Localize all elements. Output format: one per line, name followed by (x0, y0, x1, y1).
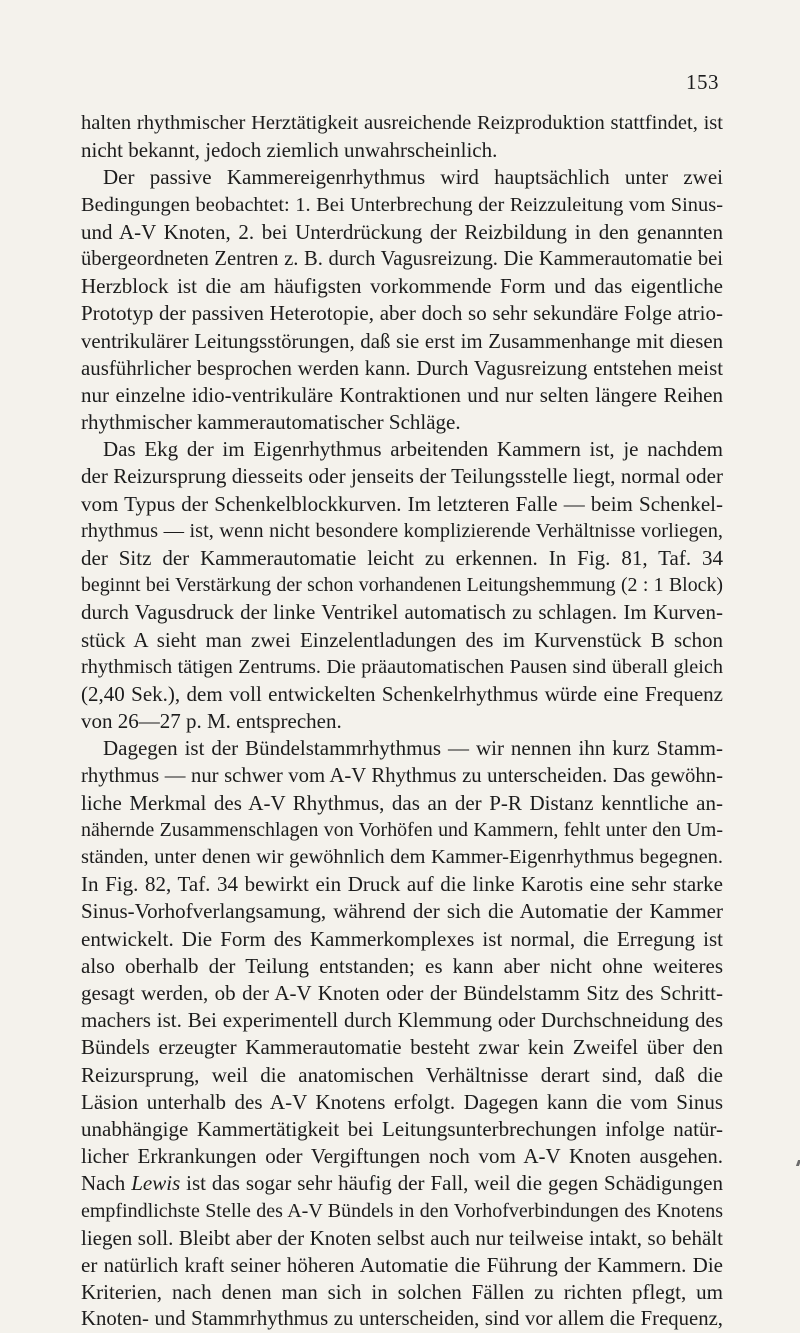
text-line: empfindlichste Stelle des A-V Bündels in den Vorhofverbindungen des Knotens (81, 1199, 723, 1222)
text-line: nur einzelne idio-ventrikuläre Kontraktionen und nur selten längere Reihen (81, 382, 723, 407)
text-line: Bündels erzeugter Kammerautomatie besteht zwar kein Zweifel über den (81, 1035, 723, 1060)
text-line: Prototyp der passiven Heterotopie, aber doch so sehr sekundäre Folge atrio- (81, 301, 723, 326)
line-segment: ist das sogar sehr häufig der Fall, weil die gegen Schädigungen (180, 1171, 723, 1196)
text-line: also oberhalb der Teilung entstanden; es kann aber nicht ohne weiteres (81, 953, 723, 978)
text-line: der Reizursprung diesseits oder jenseits der Teilungsstelle liegt, normal oder (81, 464, 723, 489)
text-line: (2,40 Sek.), dem voll entwickelten Schenkelrhythmus würde eine Frequenz (81, 681, 723, 706)
text-line: nähernde Zusammenschlagen von Vorhöfen und Kammern, fehlt unter den Um- (81, 818, 723, 841)
line-segment: Nach (81, 1171, 132, 1196)
text-line: Reizursprung, weil die anatomischen Verhältnisse derart sind, daß die (81, 1062, 723, 1087)
author-name-lewis: Lewis (131, 1171, 181, 1196)
text-line: Bedingungen beobachtet: 1. Bei Unterbrechung der Reizzuleitung vom Sinus- (81, 193, 723, 216)
text-line: Läsion unterhalb des A-V Knotens erfolgt. Dagegen kann die vom Sinus (81, 1089, 723, 1114)
text-line: ausführlicher besprochen werden kann. Durch Vagusreizung entstehen meist (81, 355, 723, 380)
text-line: durch Vagusdruck der linke Ventrikel automatisch zu schlagen. Im Kurven- (81, 600, 723, 625)
text-line: von 26—27 p. M. entsprechen. (81, 709, 342, 734)
text-line: Sinus-Vorhofverlangsamung, während der sich die Automatie der Kammer (81, 899, 723, 924)
text-line: übergeordneten Zentren z. B. durch Vagusreizung. Die Kammerautomatie bei (81, 247, 723, 270)
text-line: ventrikulärer Leitungsstörungen, daß sie erst im Zusammenhange mit diesen (81, 328, 723, 353)
text-line: Herzblock ist die am häufigsten vorkommende Form und das eigentliche (81, 274, 723, 299)
text-line: er natürlich kraft seiner höheren Automatie die Führung der Kammern. Die (81, 1252, 723, 1277)
text-line: stück A sieht man zwei Einzelentladungen des im Kurvenstück B schon (81, 627, 723, 652)
text-line: unabhängige Kammertätigkeit bei Leitungsunterbrechungen infolge natür- (81, 1116, 723, 1141)
text-line: entwickelt. Die Form des Kammerkomplexes ist normal, die Erregung ist (81, 926, 723, 951)
text-line: rhythmus — nur schwer vom A-V Rhythmus zu unterscheiden. Das gewöhn- (81, 764, 723, 787)
text-line: Der passive Kammereigenrhythmus wird hauptsächlich unter zwei (103, 165, 723, 190)
text-line: ständen, unter denen wir gewöhnlich dem Kammer-Eigenrhythmus begegnen. (81, 846, 723, 869)
body-text (81, 110, 723, 1333)
text-line: liche Merkmal des A-V Rhythmus, das an der P-R Distanz kenntliche an- (81, 790, 723, 815)
text-line: In Fig. 82, Taf. 34 bewirkt ein Druck auf die linke Karotis eine sehr starke (81, 872, 723, 897)
text-line: beginnt bei Verstärkung der schon vorhandenen Leitungshemmung (2 : 1 Block) (81, 574, 723, 597)
text-line-with-author (81, 1170, 723, 1197)
text-line: vom Typus der Schenkelblockkurven. Im letzteren Falle — beim Schenkel- (81, 491, 723, 516)
text-line: Dagegen ist der Bündelstammrhythmus — wir nennen ihn kurz Stamm- (103, 736, 723, 761)
text-line: gesagt werden, ob der A-V Knoten oder der Bündelstamm Sitz des Schritt- (81, 981, 723, 1005)
text-line: Knoten- und Stammrhythmus zu unterscheiden, sind vor allem die Frequenz, (81, 1308, 723, 1331)
text-line: Das Ekg der im Eigenrhythmus arbeitenden Kammern ist, je nachdem (103, 437, 723, 462)
text-line: machers ist. Bei experimentell durch Klemmung oder Durchschneidung des (81, 1008, 723, 1033)
text-line: der Sitz der Kammerautomatie leicht zu erkennen. In Fig. 81, Taf. 34 (81, 546, 723, 570)
text-line: liegen soll. Bleibt aber der Knoten selbst auch nur teilweise intakt, so behält (81, 1225, 723, 1250)
text-line: nicht bekannt, jedoch ziemlich unwahrscheinlich. (81, 138, 498, 163)
text-line: licher Erkrankungen oder Vergiftungen noch vom A-V Knoten ausgehen. (81, 1144, 723, 1169)
page-number: 153 (686, 70, 719, 94)
text-line: halten rhythmischer Herztätigkeit ausreichende Reizproduktion stattfindet, ist (81, 112, 723, 134)
text-line: Kriterien, nach denen man sich in solchen Fällen zu richten pflegt, um (81, 1280, 723, 1305)
page-speck (796, 1160, 800, 1166)
text-line: rhythmus — ist, wenn nicht besondere komplizierende Verhältnisse vorliegen, (81, 519, 723, 542)
text-line: rhythmischer kammerautomatischer Schläge. (81, 410, 461, 435)
text-line: rhythmisch tätigen Zentrums. Die präautomatischen Pausen sind überall gleich (81, 655, 723, 678)
text-line: und A-V Knoten, 2. bei Unterdrückung der Reizbildung in den genannten (81, 219, 723, 244)
